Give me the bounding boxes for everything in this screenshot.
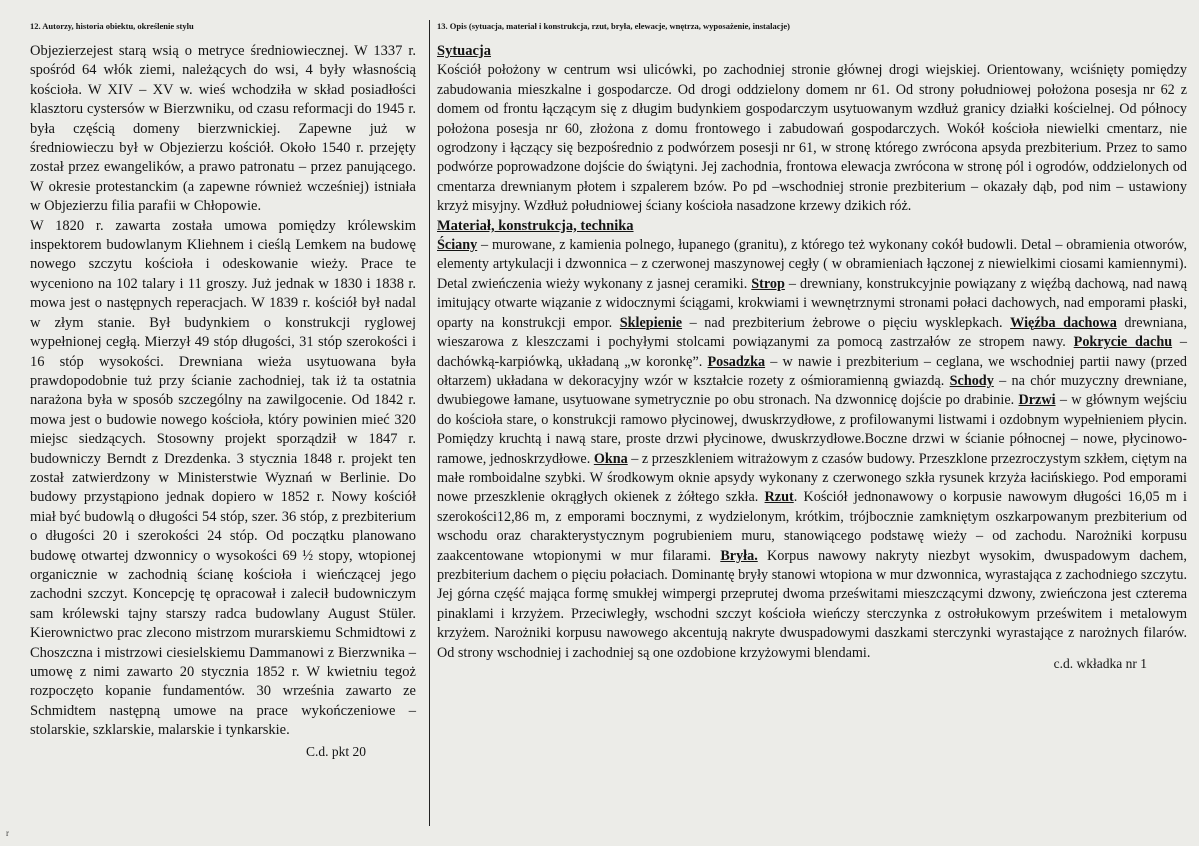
- text-rzut: . Kościół jednonawowy o korpusie nawowym długości 16,05 m i szerokości12,86 m, z emporami bocznymi, z wydzielonym, krótkim, trójbocznie zamkniętym oszkarpowanym prezbiterium od wschodu oraz charakterystycznym pogrubieniem muru, stanowiącego podstawę wieży – od zachodu. Narożniki korpusu zaakcentowane wtopionymi w mur filarami.: [437, 489, 1187, 564]
- continuation-note-left: C.d. pkt 20: [305, 743, 366, 759]
- section-13-heading: 13. Opis (sytuacja, materiał i konstrukcja, rzut, bryła, elewacje, wnętrza, wyposażenie, instalacje): [437, 21, 790, 31]
- keyword-okna: Okna: [593, 450, 628, 467]
- text-strop: – drewniany, konstrukcyjnie powiązany z więźbą dachową, nad nawą imitujący otwarte wiązanie z widocznymi ściągami, krokwiami i wewnętrznymi stronami połaci dachowych, nad emporami płaski, oparty na konstrukcji empor.: [437, 275, 1187, 331]
- text-sciany: – murowane, z kamienia polnego, łupanego (granitu), z którego też wykonany cokół budowli. Detal – obramienia otworów, elementy artykulacji i dzwonnica – z czerwonej maszynowej cegły ( w obramieniach łączonej z niewielkimi ciosami kamiennymi). Detal zwieńczenia wieży wykonany z jasnej ceramiki.: [437, 237, 1187, 292]
- text-okna: – z przeszkleniem witrażowym z czasów budowy. Przeszklone przezroczystym szkłem, ciętym na małe romboidalne szybki. W środkowym oknie apsydy wykonany z czerwonego szkła rysunek krzyża łacińskiego. Pod emporami nowe przeszklenie okrągłych okienek z żółtego szkła.: [437, 450, 1188, 506]
- keyword-sklepienie: Sklepienie: [619, 314, 683, 331]
- material-heading: Materiał, konstrukcja, technika: [437, 217, 634, 234]
- text-sklepienie: – nad prezbiterium żebrowe o pięciu wysklepkach.: [682, 314, 1011, 331]
- text-schody: – na chór muzyczny drewniane, dwubiegowe łamane, usytuowane symetrycznie po obu stronach. Na dzwonnicę dojście po drabinie.: [437, 372, 1187, 409]
- text-posadzka: – w nawie i prezbiterium – ceglana, we wschodniej partii nawy (przed ołtarzem) układana w dekoracyjny wzór w kształcie rozety z ośmioramienną gwiazdą.: [437, 353, 1187, 389]
- section-12-heading: 12. Autorzy, historia obiektu, określenie stylu: [30, 21, 194, 31]
- keyword-pokrycie: Pokrycie dachu: [1073, 334, 1173, 351]
- right-column: [430, 0, 1199, 846]
- history-paragraph-2: W 1820 r. zawarta została umowa pomiędzy królewskim inspektorem budowlanym Kliehnem i cieślą Lemkem na budowę nowego szczytu kościoła i odeskowanie wieży. Prace te wyceniono na 102 talary i 11 groszy. Już jednak w 1830 i 1838 r. mowa jest o następnych reperacjach. W 1839 r. kościół był nadal w złym stanie. Był budynkiem o konstrukcji ryglowej wypełnionej cegłą. Mierzył 49 stóp długości, 31 stóp szerokości i 16 stóp wysokości. Drewniana wieża usytuowana była prawdopodobnie tuż przy ścianie zachodniej, tak iż ta ostatnia narażona była w sposób szczególny na zawilgocenie. Od 1842 r. mowa jest o budowie nowego kościoła, który powinien mieć 320 miejsc siedzących. Stosowny projekt sporządził w 1847 r. budowniczy Berndt z Drezdenka. 3 stycznia 1848 r. projekt ten został zatwierdzony w Ministerstwie Wyznań w Berlinie. Do budowy przystąpiono jednak dopiero w 1852 r. Nowy kościół miał być budowlą o długości 54 stóp, szer. 36 stóp, z prezbiterium o długości 20 i szerokości 24 stóp. Od początku planowano budowę otwartej dzwonnicy o wysokości 69 ½ stopy, wtopionej organicznie w zachodnią ścianę kościoła i wieńczącej jego zachodni szczyt. Koncepcję tę opracował i zalecił budowniczym sam królewski tajny starszy radca budowlany August Stüler. Kierownictwo prac zlecono mistrzom murarskiemu Schmidtowi z Choszczna i mistrzowi ciesielskiemu Dammanowi z Bierzwnika – umowę z nimi zawarto 20 stycznia 1852 r. W kwietniu tegoż rozpoczęto kopanie fundamentów. 30 września zawarto ze Schmidtem następną umowe na prace wykończeniowe – stolarskie, szklarskie, malarskie i tynkarskie.: [30, 217, 416, 739]
- keyword-bryla: Bryła.: [720, 547, 758, 564]
- keyword-wiezba: Więźba dachowa: [1010, 314, 1117, 331]
- material-text: [437, 236, 1187, 663]
- history-text: [30, 42, 416, 741]
- text-pokrycie: – dachówką-karpiówką, układaną „w koronkę”.: [437, 334, 1188, 370]
- keyword-rzut: Rzut: [764, 489, 794, 506]
- keyword-strop: Strop: [751, 275, 785, 292]
- text-wiezba: drewniana, wieszarowa z kleszczami i pochyłymi stolcami powiązanymi za pomocą zastrzałów ze stropem nawy.: [437, 314, 1188, 351]
- text-bryla: Korpus nawowy nakryty niezbyt wysokim, dwuspadowym dachem, prezbiterium dachem o pięciu połaciach. Dominantę bryły stanowi wtopiona w mur dzwonnica, wyrastająca z zachodniego szczytu. Jej górna część mająca formę smukłej wimpergi przeprutej dwoma prześwitami mieszczącymi dzwony, zwieńczona jest czterema pinaklami i krzyżem. Przeciwległy, wschodni szczyt kościoła wieńczy sterczynka z ostrołukowym prześwitem i metalowym krzyżem. Narożniki korpusu nawowego akcentują nakryte dwuspadowymi daszkami sterczynki wyrastające z narożnych filarów. Od strony wschodniej i zachodniej są one ozdobione krzyżowymi blendami.: [437, 547, 1187, 661]
- history-paragraph-1: Objezierzejest starą wsią o metryce średniowiecznej. W 1337 r. spośród 64 włók ziemi, należących do wsi, 4 były własnością kościoła. W XIV – XV w. wieś wchodziła w skład posiadłości klasztoru cystersów w Bierzwniku, od czasu reformacji do 1945 r. była częścią domeny bierzwnickiej. Zapewne już w średniowieczu był w Objezierzu kościół. Około 1540 r. przejęty został przez ewangelików, a prawo patronatu – przez panującego. W okresie protestanckim (a zapewne również wcześniej) istniała w Objezierzu filia parafii w Chłopowie.: [30, 43, 416, 215]
- keyword-schody: Schody: [949, 372, 994, 389]
- corner-mark: r: [6, 828, 9, 838]
- sytuacja-text: Kościół położony w centrum wsi ulicówki, po zachodniej stronie głównej drogi wiejskiej. Orientowany, wciśnięty pomiędzy zabudowania mieszkalne i gospodarcze. Od drogi oddzielony domem nr 61. Od strony południowej położona posesja nr 62 z domem od frontu łączącym się z długim budynkiem gospodarczym usytuowanym wzdłuż granicy działki kościelnej. Od północy położona posesja nr 60, złożona z domu frontowego i zabudowań gospodarczych. Wokół kościoła niewielki cmentarz, nie ogrodzony i łączący się bezpośrednio z podwórzem posesji nr 61, w stronę którego zwrócona apsyda prezbiterium. Przez to samo podwórze poprowadzone dojście do świątyni. Jej zachodnia, frontowa elewacja zwrócona w stronę pól i ogrodów, oddzielonych od cmentarza drewnianym płotem i szpalerem bzów. Po pd –wschodniej stronie prezbiterium – okazały dąb, pod nim – ustawiony krzyż misyjny. Wzdłuż południowej ściany kościoła nasadzone krzewy dzikich róż.: [437, 62, 1187, 215]
- left-column: [0, 0, 430, 846]
- continuation-note-right: c.d. wkładka nr 1: [1053, 656, 1147, 671]
- text-drzwi: – w głównym wejściu do kościoła stare, o konstrukcji ramowo płycinowej, dwuskrzydłowe, z profilowanymi listwami i ozdobnym wypełnieniem płycin. Pomiędzy kruchtą i nawą stare, proste drzwi płycinowe, dwuskrzydłowe.Boczne drzwi w ścianie północnej – nowe, płycinowo-ramowe, jednoskrzydłowe.: [437, 392, 1188, 467]
- keyword-drzwi: Drzwi: [1018, 392, 1056, 409]
- keyword-sciany: Ściany: [437, 237, 478, 254]
- sytuacja-heading: Sytuacja: [437, 43, 491, 59]
- keyword-posadzka: Posadzka: [707, 353, 766, 370]
- material-paragraph: [437, 236, 1187, 663]
